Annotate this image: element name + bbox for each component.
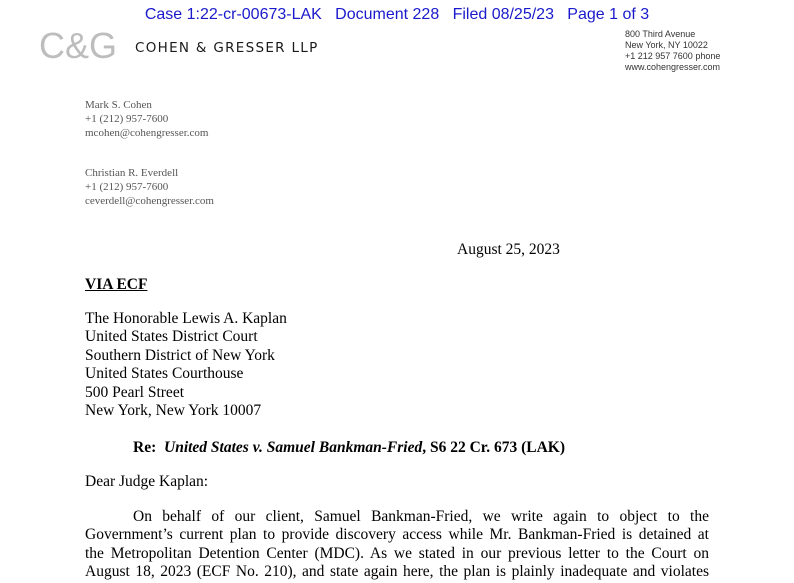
phone-line: +1 212 957 7600 phone	[625, 51, 721, 61]
body-line: the Metropolitan Detention Center (MDC). As we stated in our previous letter to the Court on	[85, 544, 709, 562]
case-header-stamp: Case 1:22-cr-00673-LAK Document 228 Filed 08/25/23 Page 1 of 3	[144, 6, 650, 23]
letter-date: August 25, 2023	[457, 241, 560, 258]
addressee-line: United States District Court	[85, 328, 258, 346]
body-line: On behalf of our client, Samuel Bankman-Fried, we write again to object to the	[133, 508, 709, 525]
attorney-phone: +1 (212) 957-7600	[85, 181, 169, 193]
attorney-name: Christian R. Everdell	[85, 167, 179, 179]
addressee-line: United States Courthouse	[85, 365, 244, 383]
website-line: www.cohengresser.com	[625, 62, 721, 72]
re-label: Re:	[133, 439, 157, 456]
addressee-line: The Honorable Lewis A. Kaplan	[85, 310, 287, 327]
attorney-name: Mark S. Cohen	[85, 99, 152, 111]
attorney-contact-block	[85, 98, 208, 140]
delivery-method: VIA ECF	[85, 276, 148, 293]
body-line: August 18, 2023 (ECF No. 210), and state again here, the plan is plainly inadequate and violates	[85, 563, 709, 581]
firm-logo	[38, 25, 118, 66]
addressee-line: New York, New York 10007	[85, 402, 262, 420]
letter-body	[85, 508, 709, 582]
salutation: Dear Judge Kaplan:	[85, 473, 209, 490]
address-line: 800 Third Avenue	[625, 29, 696, 39]
body-line: Government’s current plan to provide discovery access while Mr. Bankman-Fried is detained at	[85, 526, 709, 544]
addressee-block	[85, 310, 287, 420]
attorney-email: mcohen@cohengresser.com	[85, 127, 209, 139]
firm-address	[625, 29, 720, 73]
attorney-contact-block	[85, 166, 214, 208]
attorney-phone: +1 (212) 957-7600	[85, 113, 169, 125]
attorney-email: ceverdell@cohengresser.com	[85, 195, 214, 207]
firm-name: COHEN & GRESSER LLP	[135, 40, 319, 56]
address-line: New York, NY 10022	[625, 40, 708, 50]
case-caption: United States v. Samuel Bankman-Fried	[164, 439, 423, 456]
re-line	[133, 439, 565, 457]
addressee-line: Southern District of New York	[85, 346, 275, 364]
firm-logo-text: C&G	[39, 25, 118, 66]
addressee-line: 500 Pearl Street	[85, 383, 185, 401]
case-number: , S6 22 Cr. 673 (LAK)	[422, 439, 566, 456]
